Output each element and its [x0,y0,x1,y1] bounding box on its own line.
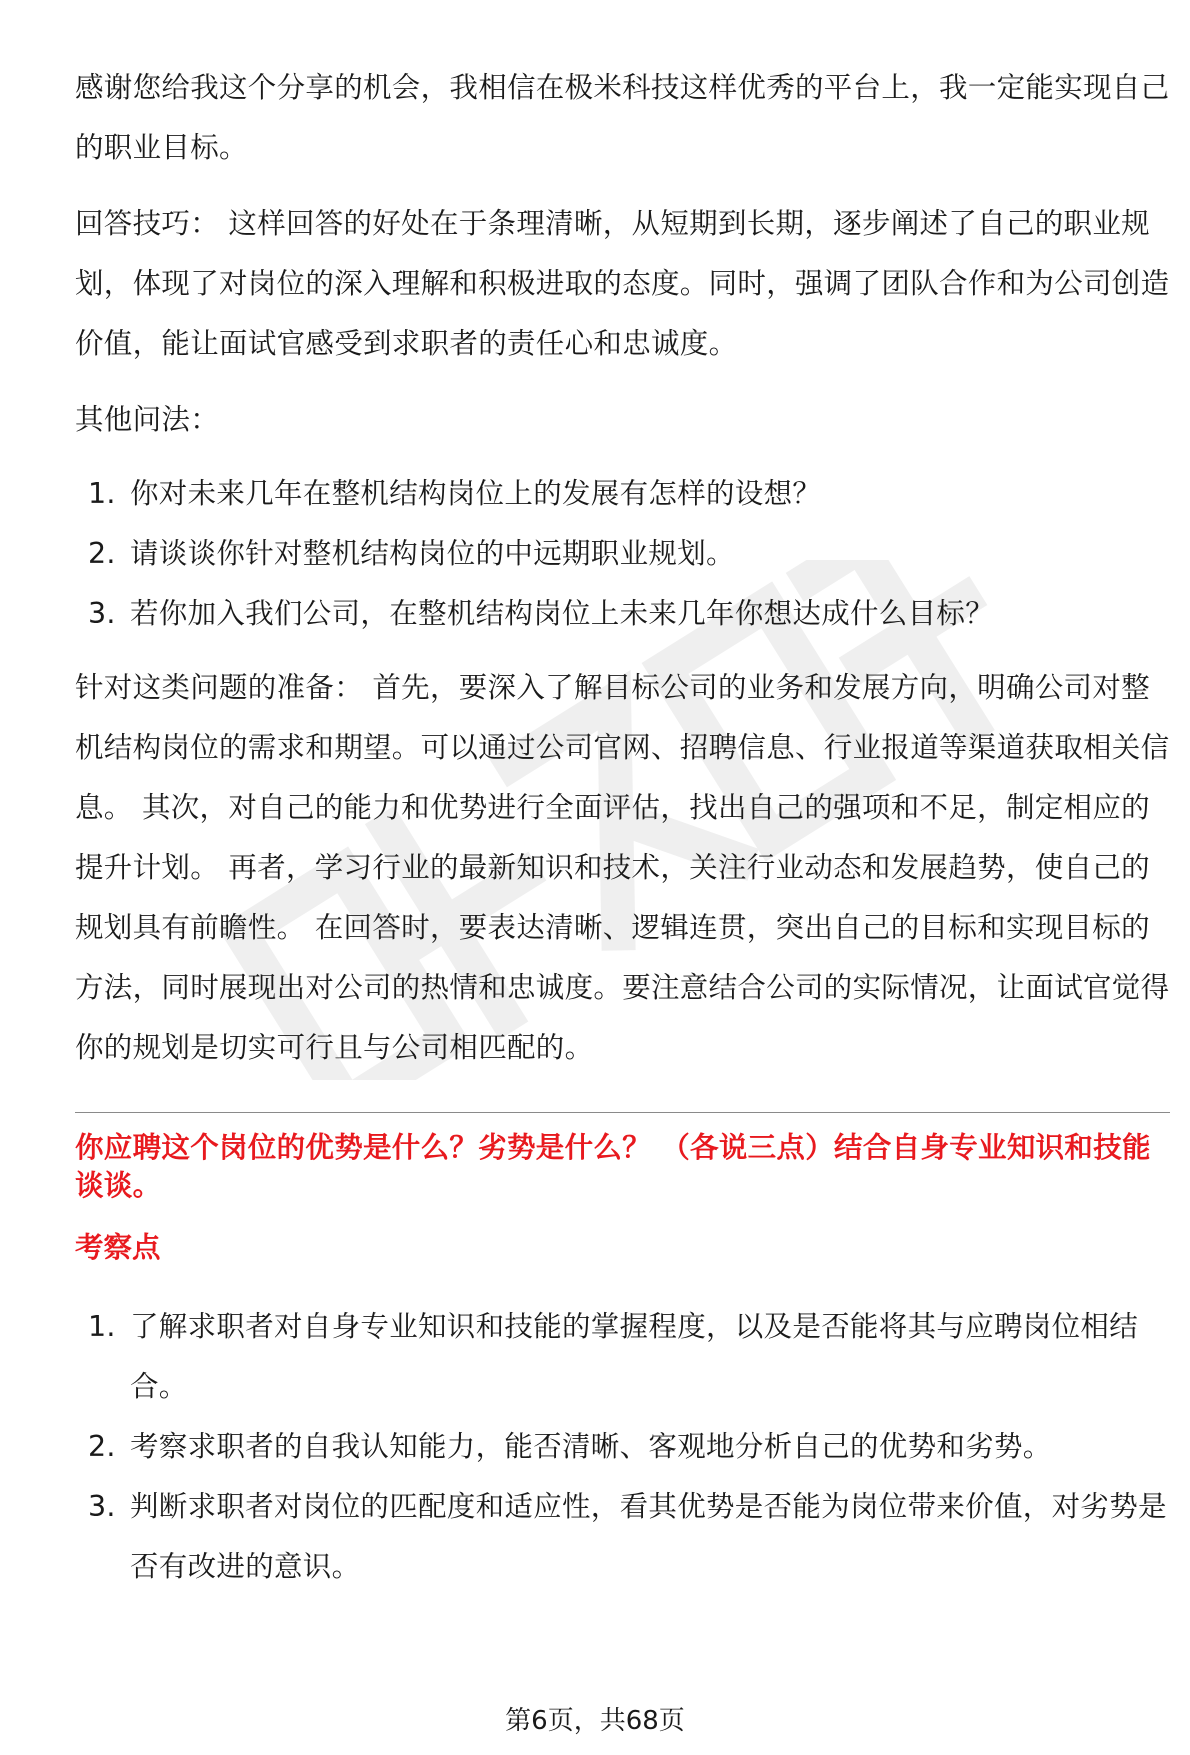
list-item-number: 1. [88,477,116,510]
closing-paragraph: 感谢您给我这个分享的机会，我相信在极米科技这样优秀的平台上，我一定能实现自己的职业目标。 [75,71,1170,164]
list-item-number: 2. [88,537,116,570]
list-item-text: 了解求职者对自身专业知识和技能的掌握程度，以及是否能将其与应聘岗位相结合。 [130,1310,1139,1403]
list-item [75,524,1170,584]
assessment-heading: 考察点 [75,1231,161,1264]
other-questions-list [75,464,1170,644]
list-item-text: 请谈谈你针对整机结构岗位的中远期职业规划。 [130,537,735,570]
assessment-points-list [75,1297,1170,1597]
list-item-text: 判断求职者对岗位的匹配度和适应性，看其优势是否能为岗位带来价值，对劣势是否有改进的意识。 [130,1490,1167,1583]
page-footer: 第6页，共68页 [505,1706,685,1736]
other-questions-label: 其他问法： [75,403,220,436]
main-content [75,58,1170,1611]
list-item-text: 若你加入我们公司，在整机结构岗位上未来几年你想达成什么目标？ [130,597,995,630]
list-item-number: 3. [88,1490,116,1523]
list-item-number: 1. [88,1310,116,1343]
interview-question-heading: 你应聘这个岗位的优势是什么？劣势是什么？ （各说三点）结合自身专业知识和技能谈谈。 [75,1131,1151,1202]
list-item [75,1417,1170,1477]
answer-tips-paragraph: 回答技巧： 这样回答的好处在于条理清晰，从短期到长期，逐步阐述了自己的职业规划，体现了对岗位的深入理解和积极进取的态度。同时，强调了团队合作和为公司创造价值，能让面试官感受到求职者的责任心和忠诚度。 [75,207,1170,360]
section-divider [75,1112,1170,1113]
preparation-paragraph: 针对这类问题的准备： 首先，要深入了解目标公司的业务和发展方向，明确公司对整机结构岗位的需求和期望。可以通过公司官网、招聘信息、行业报道等渠道获取相关信息。 其次，对自己的能力和优势进行全面评估，找出自己的强项和不足，制定相应的提升计划。 再者，学习行业的最新知识和技术，关注行业动态和发展趋势，使自己的规划具有前瞻性。 在回答时，要表达清晰、逻辑连贯，突出自己的目标和实现目标的方法，同时展现出对公司的热情和忠诚度。要注意结合公司的实际情况，让面试官觉得你的规划是切实可行且与公司相匹配的。 [75,671,1170,1064]
list-item-number: 2. [88,1430,116,1463]
list-item [75,1297,1170,1417]
list-item [75,464,1170,524]
list-item-number: 3. [88,597,116,630]
list-item-text: 你对未来几年在整机结构岗位上的发展有怎样的设想？ [130,477,822,510]
list-item [75,584,1170,644]
list-item [75,1477,1170,1597]
list-item-text: 考察求职者的自我认知能力，能否清晰、客观地分析自己的优势和劣势。 [130,1430,1052,1463]
